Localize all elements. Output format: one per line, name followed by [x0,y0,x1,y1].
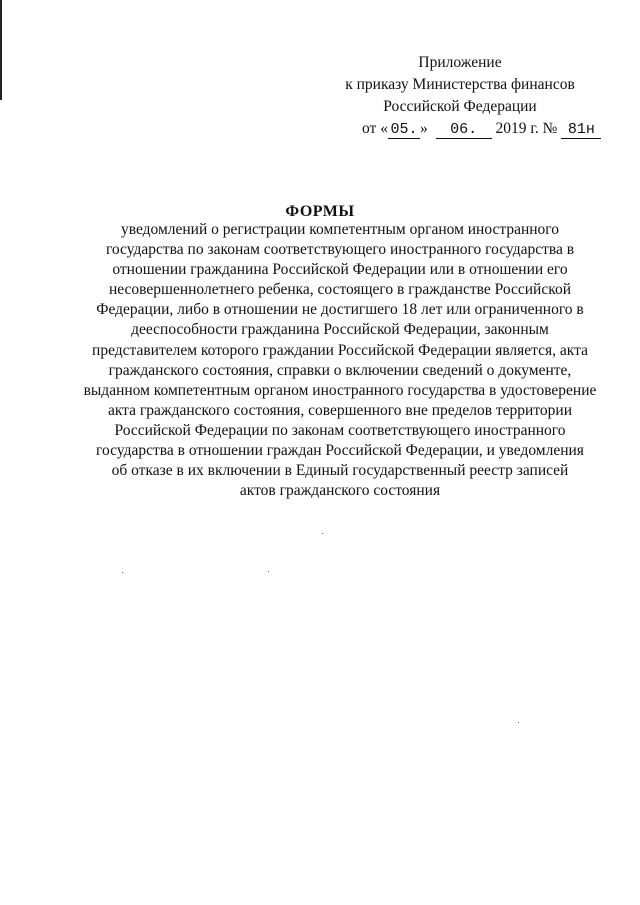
subtitle-line: уведомлений о регистрации компетентным органом иностранного [120,221,560,238]
subtitle-line: несовершеннолетнего ребенка, состоящего в гражданстве Российской [108,281,571,299]
scan-speck [518,722,519,723]
subtitle-line: Федерации, либо в отношении не достигшего 18 лет или ограниченного в [96,301,584,319]
subtitle-line: Российской Федерации по законам соответствующего иностранного [114,421,566,439]
scan-speck [268,571,269,572]
document-subtitle [60,220,620,501]
subtitle-line: государства по законам соответствующего иностранного государства в [105,241,575,259]
subtitle-line: акта гражданского состояния, совершенного вне пределов территории [107,401,573,419]
date-mid: » [419,120,428,137]
date-day: 05. [388,122,420,139]
subtitle-line: гражданского состояния, справки о включении сведений о документе, [108,361,572,379]
subtitle-line: представителем которого граждании Российской Федерации является, акта [92,341,588,359]
scan-speck [122,572,123,573]
approval-line-2: к приказу Министерства финансов [345,76,575,93]
date-month: 06. [436,122,492,139]
subtitle-line: государства в отношении граждан Российской Федерации, и уведомления [96,442,584,460]
approval-line-3: Российской Федерации [383,98,537,115]
subtitle-line: актов гражданского состояния [239,482,441,500]
scan-edge-mark [0,0,2,100]
subtitle-line: выданном компетентным органом иностранного государства в удостоверение [83,381,597,399]
scan-speck [322,533,323,534]
subtitle-line: дееспособности гражданина Российской Федерации, законным [131,321,549,339]
document-title: ФОРМЫ [285,203,355,220]
approval-stamp [300,52,620,140]
date-year: 2019 г. № [495,120,558,137]
subtitle-line: отношении гражданина Российской Федерации или в отношении его [112,261,568,279]
approval-date-line [300,118,620,140]
order-number: 81н [561,122,601,139]
date-prefix: от « [362,120,388,137]
approval-line-1: Приложение [418,54,502,71]
subtitle-line: об отказе в их включении в Единый государственный реестр записей [111,462,569,480]
